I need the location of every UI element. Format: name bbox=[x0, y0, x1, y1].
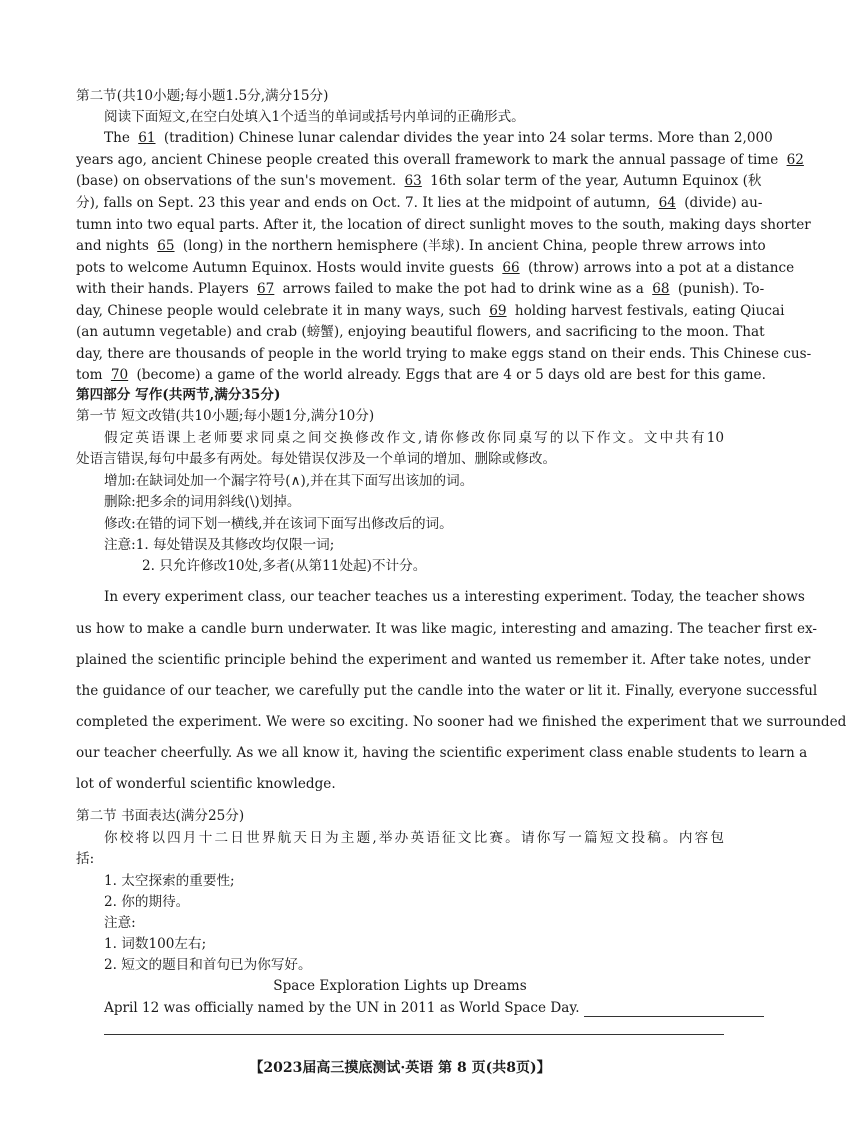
p4s2-instruction-1: 你校将以四月十二日世界航天日为主题,举办英语征文比赛。请你写一篇短文投稿。内容包 bbox=[104, 830, 724, 846]
essay-line-2: us how to make a candle burn underwater. It was like magic, interesting and amazing. The teacher first ex- bbox=[76, 621, 818, 637]
p4s2-note-1: 1. 词数100左右; bbox=[104, 936, 207, 952]
writing-answer-line[interactable] bbox=[584, 1002, 764, 1017]
p4s1-instruction-2: 处语言错误,每句中最多有两处。每处错误仅涉及一个单词的增加、删除或修改。 bbox=[76, 451, 557, 467]
blank-62[interactable]: 62 bbox=[786, 152, 804, 168]
blank-70[interactable]: 70 bbox=[110, 367, 129, 383]
essay-line-6: our teacher cheerfully. As we all know it, having the scientific experiment class enable students to learn a bbox=[76, 745, 808, 761]
p4s2-note-2: 2. 短文的题目和首句已为你写好。 bbox=[104, 957, 312, 973]
writing-first-sentence: April 12 was officially named by the UN in 2011 as World Space Day. bbox=[104, 999, 724, 1017]
p4s2-item-1: 1. 太空探索的重要性; bbox=[104, 873, 235, 889]
essay-line-5: completed the experiment. We were so exciting. No sooner had we finished the experiment that we surrounded bbox=[76, 714, 846, 730]
passage-line-4: 分), falls on Sept. 23 this year and ends on Oct. 7. It lies at the midpoint of autumn, 64 (divide) au- bbox=[76, 195, 763, 211]
blank-61[interactable]: 61 bbox=[138, 130, 156, 146]
p4s1-header: 第一节 短文改错(共10小题;每小题1分,满分10分) bbox=[76, 408, 375, 424]
passage-line-3: (base) on observations of the sun's movement. 63 16th solar term of the year, Autumn Equinox (秋 bbox=[76, 173, 762, 189]
blank-64[interactable]: 64 bbox=[658, 195, 676, 211]
p4s1-modify-rule: 修改:在错的词下划一横线,并在该词下面写出修改后的词。 bbox=[104, 516, 453, 532]
blank-63[interactable]: 63 bbox=[404, 173, 422, 189]
section2-header: 第二节(共10小题;每小题1.5分,满分15分) bbox=[76, 88, 329, 104]
passage-line-12: tom 70 (become) a game of the world already. Eggs that are 4 or 5 days old are best for this game. bbox=[76, 367, 766, 383]
passage-line-7: pots to welcome Autumn Equinox. Hosts would invite guests 66 (throw) arrows into a pot at a distance bbox=[76, 260, 795, 276]
passage-line-5: tumn into two equal parts. After it, the location of direct sunlight moves to the south, making days shorter bbox=[76, 217, 811, 233]
passage-line-8: with their hands. Players 67 arrows failed to make the pot had to drink wine as a 68 (punish). To- bbox=[76, 281, 765, 297]
blank-67[interactable]: 67 bbox=[257, 281, 275, 297]
p4s1-instruction-1: 假定英语课上老师要求同桌之间交换修改作文,请你修改你同桌写的以下作文。文中共有10 bbox=[104, 430, 724, 446]
passage-line-1: The 61 (tradition) Chinese lunar calendar divides the year into 24 solar terms. More than 2,000 bbox=[104, 130, 773, 146]
p4s2-item-2: 2. 你的期待。 bbox=[104, 894, 190, 910]
passage-line-9: day, Chinese people would celebrate it in many ways, such 69 holding harvest festivals, eating Qiucai bbox=[76, 303, 785, 319]
essay-line-1: In every experiment class, our teacher teaches us a interesting experiment. Today, the teacher shows bbox=[104, 589, 805, 605]
p4s1-note-2: 2. 只允许修改10处,多者(从第11处起)不计分。 bbox=[142, 558, 427, 574]
writing-title: Space Exploration Lights up Dreams bbox=[273, 978, 527, 994]
blank-69[interactable]: 69 bbox=[489, 303, 507, 319]
essay-line-7: lot of wonderful scientific knowledge. bbox=[76, 776, 336, 792]
p4s1-note-1: 注意:1. 每处错误及其修改均仅限一词; bbox=[104, 537, 335, 553]
essay-line-3: plained the scientific principle behind the experiment and wanted us remember it. After take notes, under bbox=[76, 652, 811, 668]
p4s2-instruction-2: 括: bbox=[76, 851, 95, 867]
passage-line-2: years ago, ancient Chinese people created this overall framework to mark the annual passage of time 62 bbox=[76, 151, 724, 169]
essay-line-4: the guidance of our teacher, we carefully put the candle into the water or lit it. Finally, everyone successful bbox=[76, 683, 818, 699]
passage-line-10: (an autumn vegetable) and crab (螃蟹), enjoying beautiful flowers, and sacrificing to the moon. That bbox=[76, 324, 765, 340]
p4s1-delete-rule: 删除:把多余的词用斜线(\)划掉。 bbox=[104, 494, 301, 510]
writing-answer-rule[interactable] bbox=[104, 1034, 724, 1035]
blank-66[interactable]: 66 bbox=[502, 260, 520, 276]
p4s2-header: 第二节 书面表达(满分25分) bbox=[76, 808, 245, 824]
blank-65[interactable]: 65 bbox=[157, 238, 175, 254]
blank-68[interactable]: 68 bbox=[652, 281, 670, 297]
part4-header: 第四部分 写作(共两节,满分35分) bbox=[76, 387, 281, 403]
passage-line-6: and nights 65 (long) in the northern hemisphere (半球). In ancient China, people threw arrows into bbox=[76, 238, 766, 254]
passage-line-11: day, there are thousands of people in the world trying to make eggs stand on their ends. This Chinese cus- bbox=[76, 346, 812, 362]
p4s2-note: 注意: bbox=[104, 915, 136, 931]
page-footer: 【2023届高三摸底测试·英语 第 8 页(共8页)】 bbox=[249, 1060, 551, 1076]
p4s1-add-rule: 增加:在缺词处加一个漏字符号(∧),并在其下面写出该加的词。 bbox=[104, 473, 474, 489]
section2-instruction: 阅读下面短文,在空白处填入1个适当的单词或括号内单词的正确形式。 bbox=[104, 109, 525, 125]
